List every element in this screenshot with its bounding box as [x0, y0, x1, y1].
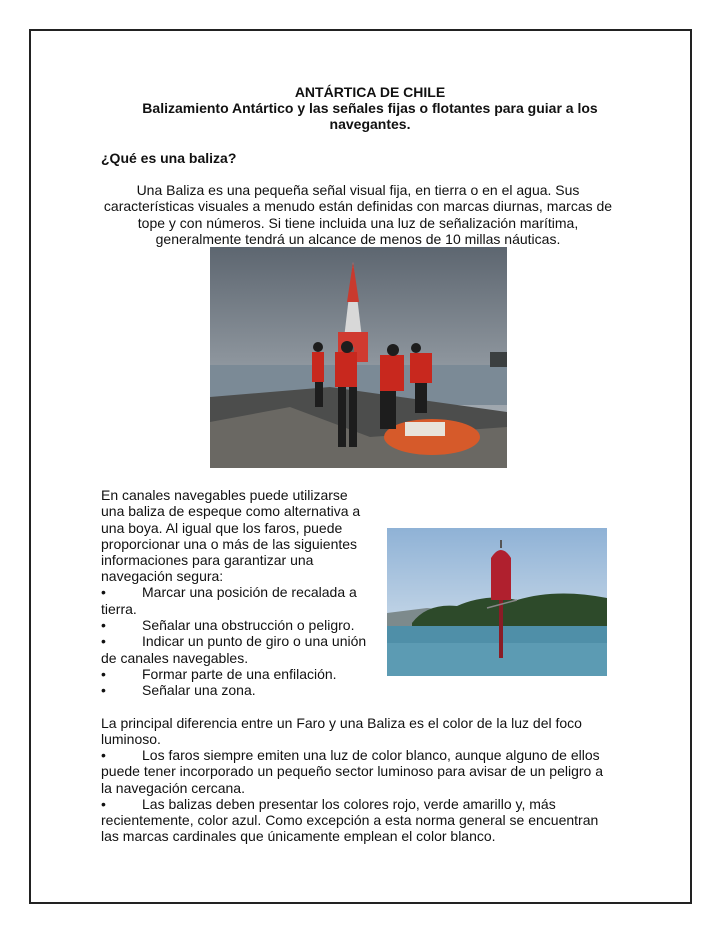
bullet-glyph: • [101, 682, 106, 698]
bullet-glyph: • [101, 747, 106, 763]
bullet-item: Indicar un punto de giro o una unión [142, 633, 367, 649]
body-line: informaciones para garantizar una [101, 552, 314, 568]
section-heading: ¿Qué es una baliza? [101, 150, 237, 166]
document-title: ANTÁRTICA DE CHILE [294, 84, 446, 100]
bullet-item: Marcar una posición de recalada a [142, 584, 357, 600]
document-subtitle-line: navegantes. [329, 116, 411, 132]
body-line: En canales navegables puede utilizarse [101, 487, 348, 503]
body-line: las marcas cardinales que únicamente emplean el color blanco. [101, 828, 496, 844]
bullet-glyph: • [101, 633, 106, 649]
bullet-item: Señalar una obstrucción o peligro. [142, 617, 355, 633]
bullet-item: Señalar una zona. [142, 682, 256, 698]
body-line: puede tener incorporado un pequeño sector luminoso para avisar de un peligro a [101, 763, 604, 779]
body-line: tierra. [101, 601, 137, 617]
bullet-glyph: • [101, 666, 106, 682]
body-line: recientemente, color azul. Como excepción a esta norma general se encuentran [101, 812, 599, 828]
body-line: una baliza de espeque como alternativa a [101, 503, 361, 519]
intro-line: características visuales a menudo están definidas con marcas diurnas, marcas de [103, 198, 613, 214]
bullet-item: Formar parte de una enfilación. [142, 666, 337, 682]
bullet-glyph: • [101, 617, 106, 633]
bullet-glyph: • [101, 796, 106, 812]
spar-beacon-photo [387, 528, 607, 676]
intro-line: generalmente tendrá un alcance de menos de 10 millas náuticas. [155, 231, 561, 247]
bullet-glyph: • [101, 584, 106, 600]
antarctic-beacon-photo [210, 247, 507, 468]
intro-line: tope y con números. Si tiene incluida una luz de señalización marítima, [137, 215, 579, 231]
document-subtitle-line: Balizamiento Antártico y las señales fijas o flotantes para guiar a los [142, 100, 598, 116]
body-line: una boya. Al igual que los faros, puede [101, 520, 343, 536]
body-line: luminoso. [101, 731, 161, 747]
bullet-item: Los faros siempre emiten una luz de color blanco, aunque alguno de ellos [142, 747, 600, 763]
body-line: La principal diferencia entre un Faro y una Baliza es el color de la luz del foco [101, 715, 582, 731]
bullet-item: Las balizas deben presentar los colores rojo, verde amarillo y, más [142, 796, 556, 812]
body-line: navegación segura: [101, 568, 224, 584]
body-line: proporcionar una o más de las siguientes [101, 536, 358, 552]
body-line: la navegación cercana. [101, 780, 245, 796]
body-line: de canales navegables. [101, 650, 249, 666]
intro-line: Una Baliza es una pequeña señal visual fija, en tierra o en el agua. Sus [136, 182, 580, 198]
